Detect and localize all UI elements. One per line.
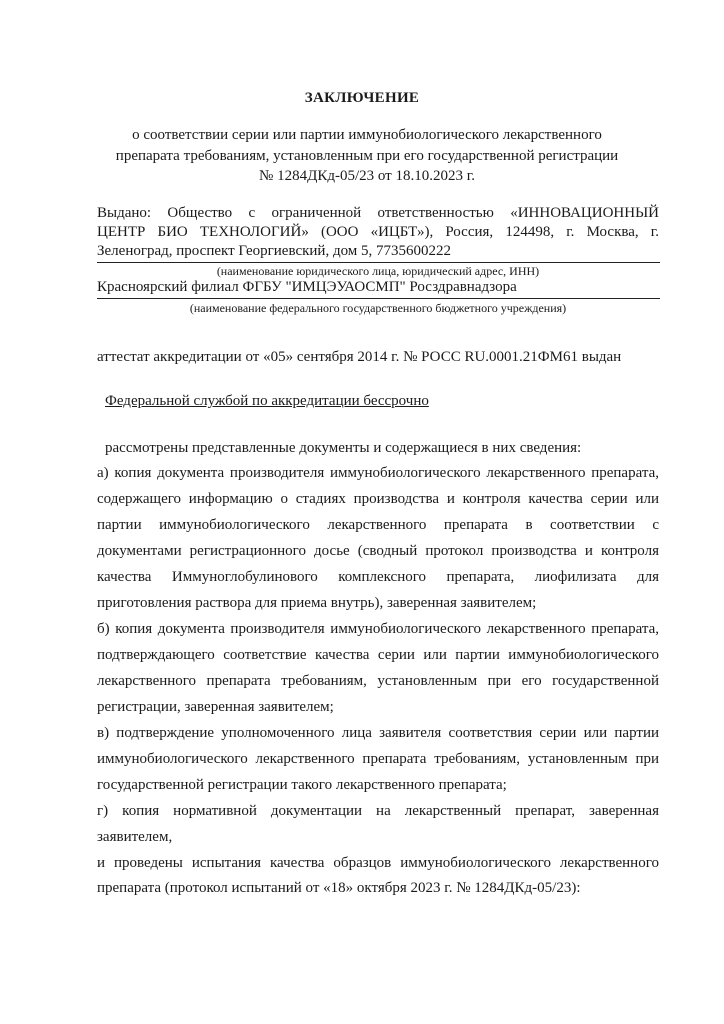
body-line-7: приготовления раствора для приема внутрь), заверенная заявителем; [97,595,537,611]
body-line-14: государственной регистрации такого лекарственного препарата; [97,777,507,793]
issued-underline [97,262,660,263]
body-line-2: а) копия документа производителя иммунобиологического лекарственного препарата, [97,465,659,481]
body-line-8: б) копия документа производителя иммунобиологического лекарственного препарата, [97,621,659,637]
document-title: ЗАКЛЮЧЕНИЕ [304,90,420,106]
accreditation-line: аттестат аккредитации от «05» сентября 2014 г. № РОСС RU.0001.21ФМ61 выдан [97,349,622,365]
issued-caption: (наименование юридического лица, юридический адрес, ИНН) [216,264,540,278]
institution-caption: (наименование федерального государственного бюджетного учреждения) [189,301,567,315]
body-line-12: в) подтверждение уполномоченного лица заявителя соответствия серии или партии [97,725,659,741]
issued-line-1: Выдано: Общество с ограниченной ответственностью «ИННОВАЦИОННЫЙ [97,205,659,221]
body-line-1: рассмотрены представленные документы и содержащиеся в них сведения: [105,440,582,456]
body-line-17: и проведены испытания качества образцов иммунобиологического лекарственного [97,855,659,871]
subtitle-line-1: о соответствии серии или партии иммунобиологического лекарственного [132,127,602,143]
body-line-18: препарата (протокол испытаний от «18» октября 2023 г. № 1284ДКд-05/23): [97,880,581,896]
institution-name: Красноярский филиал ФГБУ "ИМЦЭУАОСМП" Росздравнадзора [97,279,517,295]
body-line-9: подтверждающего соответствие качества серии или партии иммунобиологического [97,647,659,663]
body-line-15: г) копия нормативной документации на лекарственный препарат, заверенная [97,803,659,819]
body-line-3: содержащего информацию о стадиях производства и контроля качества серии или [97,491,659,507]
body-line-6: качества Иммуноглобулинового комплексного препарата, лиофилизата для [97,569,659,585]
issued-line-3: Зеленоград, проспект Георгиевский, дом 5, 7735600222 [97,243,452,259]
institution-underline [97,298,660,299]
subtitle-line-3: № 1284ДКд-05/23 от 18.10.2023 г. [259,168,475,184]
subtitle-line-2: препарата требованиям, установленным при его государственной регистрации [115,148,619,164]
accreditation-authority: Федеральной службой по аккредитации бессрочно [105,393,429,409]
body-line-11: регистрации, заверенная заявителем; [97,699,334,715]
body-line-4: партии иммунобиологического лекарственного препарата в соответствии с [97,517,659,533]
body-line-5: документами регистрационного досье (сводный протокол производства и контроля [97,543,659,559]
body-line-16: заявителем, [97,829,173,845]
body-line-13: иммунобиологического лекарственного препарата требованиям, установленным при [97,751,659,767]
body-line-10: лекарственного препарата требованиям, установленным при его государственной [97,673,659,689]
issued-line-2: ЦЕНТР БИО ТЕХНОЛОГИЙ» (ООО «ИЦБТ»), Россия, 124498, г. Москва, г. [97,224,659,240]
